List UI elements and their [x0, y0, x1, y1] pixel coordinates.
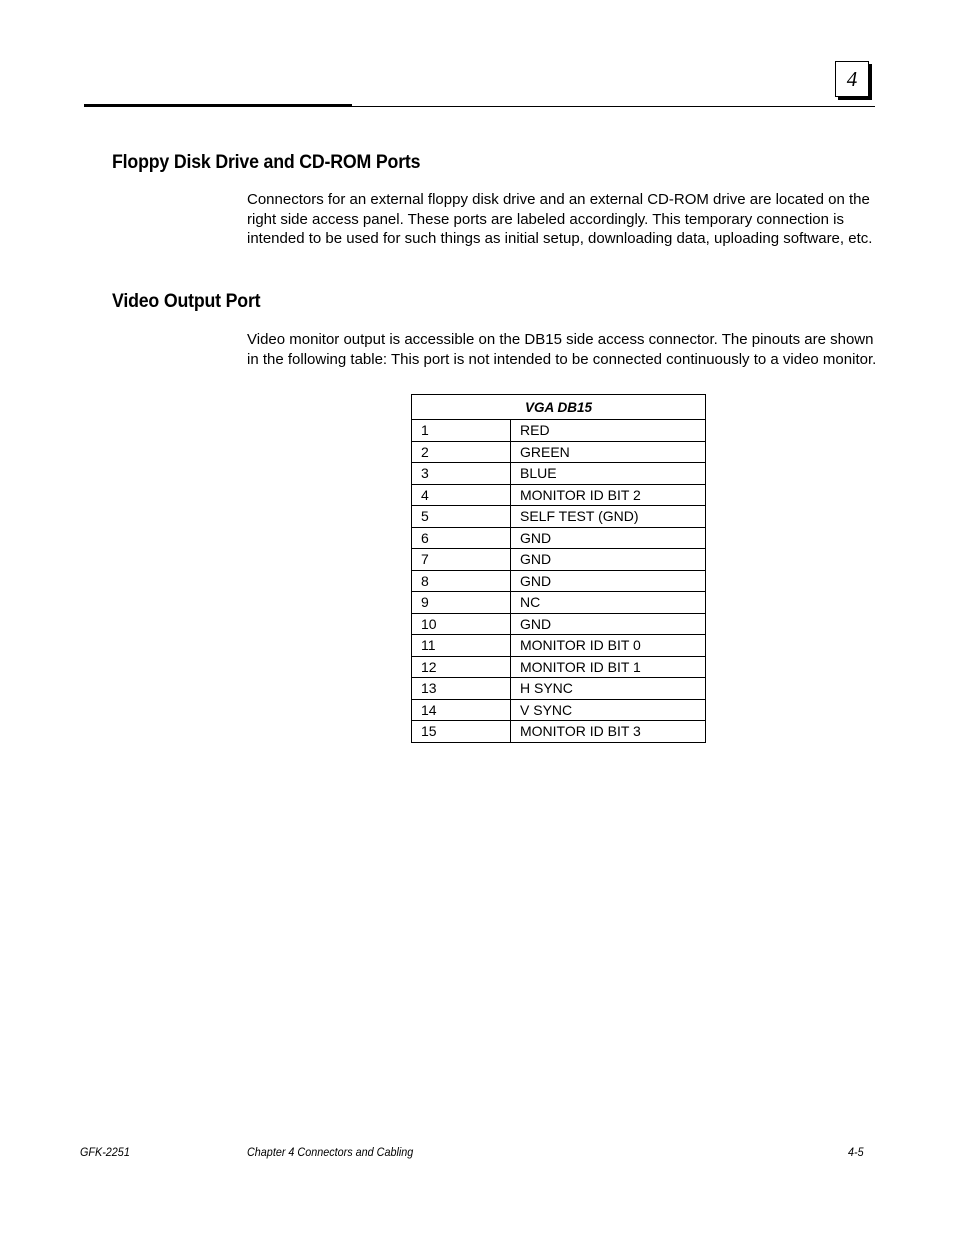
pin-number-cell: 14: [412, 699, 511, 721]
table-row: [412, 420, 706, 442]
signal-name-cell: MONITOR ID BIT 0: [511, 635, 706, 657]
table-header-row: [412, 395, 706, 420]
pin-number-cell: 1: [412, 420, 511, 442]
pin-number-cell: 12: [412, 656, 511, 678]
table-row: [412, 463, 706, 485]
table-row: [412, 506, 706, 528]
table-row: [412, 656, 706, 678]
chapter-number-box: [835, 61, 869, 97]
signal-name-cell: H SYNC: [511, 678, 706, 700]
signal-name-cell: MONITOR ID BIT 1: [511, 656, 706, 678]
table-row: [412, 592, 706, 614]
vga-db15-pinout-table: [411, 394, 706, 743]
pin-number-cell: 10: [412, 613, 511, 635]
footer-page-number: 4-5: [848, 1145, 864, 1159]
signal-name-cell: V SYNC: [511, 699, 706, 721]
pin-number-cell: 15: [412, 721, 511, 743]
table-row: [412, 678, 706, 700]
table-row: [412, 570, 706, 592]
pin-number-cell: 4: [412, 484, 511, 506]
chapter-number: 4: [846, 66, 858, 91]
signal-name-cell: MONITOR ID BIT 3: [511, 721, 706, 743]
signal-name-cell: GND: [511, 549, 706, 571]
table-row: [412, 613, 706, 635]
section-body-floppy-cdrom: Connectors for an external floppy disk drive and an external CD-ROM drive are located on the right side access panel. These ports are labeled accordingly. This temporary connection is intended to be used for such things as initial setup, downloading data, uploading software, etc.: [247, 191, 873, 248]
signal-name-cell: NC: [511, 592, 706, 614]
section-body-video-output: Video monitor output is accessible on the DB15 side access connector. The pinouts are shown in the following table: This port is not intended to be connected continuously to a video monitor.: [247, 331, 877, 368]
table-title: VGA DB15: [412, 395, 706, 420]
table-row: [412, 527, 706, 549]
footer-chapter: Chapter 4 Connectors and Cabling: [247, 1145, 414, 1159]
section-heading-video-output: Video Output Port: [112, 290, 261, 312]
pin-number-cell: 8: [412, 570, 511, 592]
footer-doc-id: GFK-2251: [80, 1145, 130, 1159]
signal-name-cell: GND: [511, 527, 706, 549]
pin-number-cell: 5: [412, 506, 511, 528]
pin-number-cell: 13: [412, 678, 511, 700]
pin-number-cell: 11: [412, 635, 511, 657]
pin-number-cell: 9: [412, 592, 511, 614]
signal-name-cell: MONITOR ID BIT 2: [511, 484, 706, 506]
table-row: [412, 484, 706, 506]
pin-number-cell: 3: [412, 463, 511, 485]
header-rule: [84, 106, 875, 107]
signal-name-cell: GND: [511, 570, 706, 592]
pin-number-cell: 6: [412, 527, 511, 549]
pin-number-cell: 2: [412, 441, 511, 463]
table-row: [412, 549, 706, 571]
section-heading-floppy-cdrom: Floppy Disk Drive and CD-ROM Ports: [112, 151, 421, 173]
signal-name-cell: SELF TEST (GND): [511, 506, 706, 528]
table-row: [412, 441, 706, 463]
pin-number-cell: 7: [412, 549, 511, 571]
table-row: [412, 635, 706, 657]
signal-name-cell: RED: [511, 420, 706, 442]
signal-name-cell: GND: [511, 613, 706, 635]
table-row: [412, 721, 706, 743]
signal-name-cell: BLUE: [511, 463, 706, 485]
signal-name-cell: GREEN: [511, 441, 706, 463]
table-row: [412, 699, 706, 721]
